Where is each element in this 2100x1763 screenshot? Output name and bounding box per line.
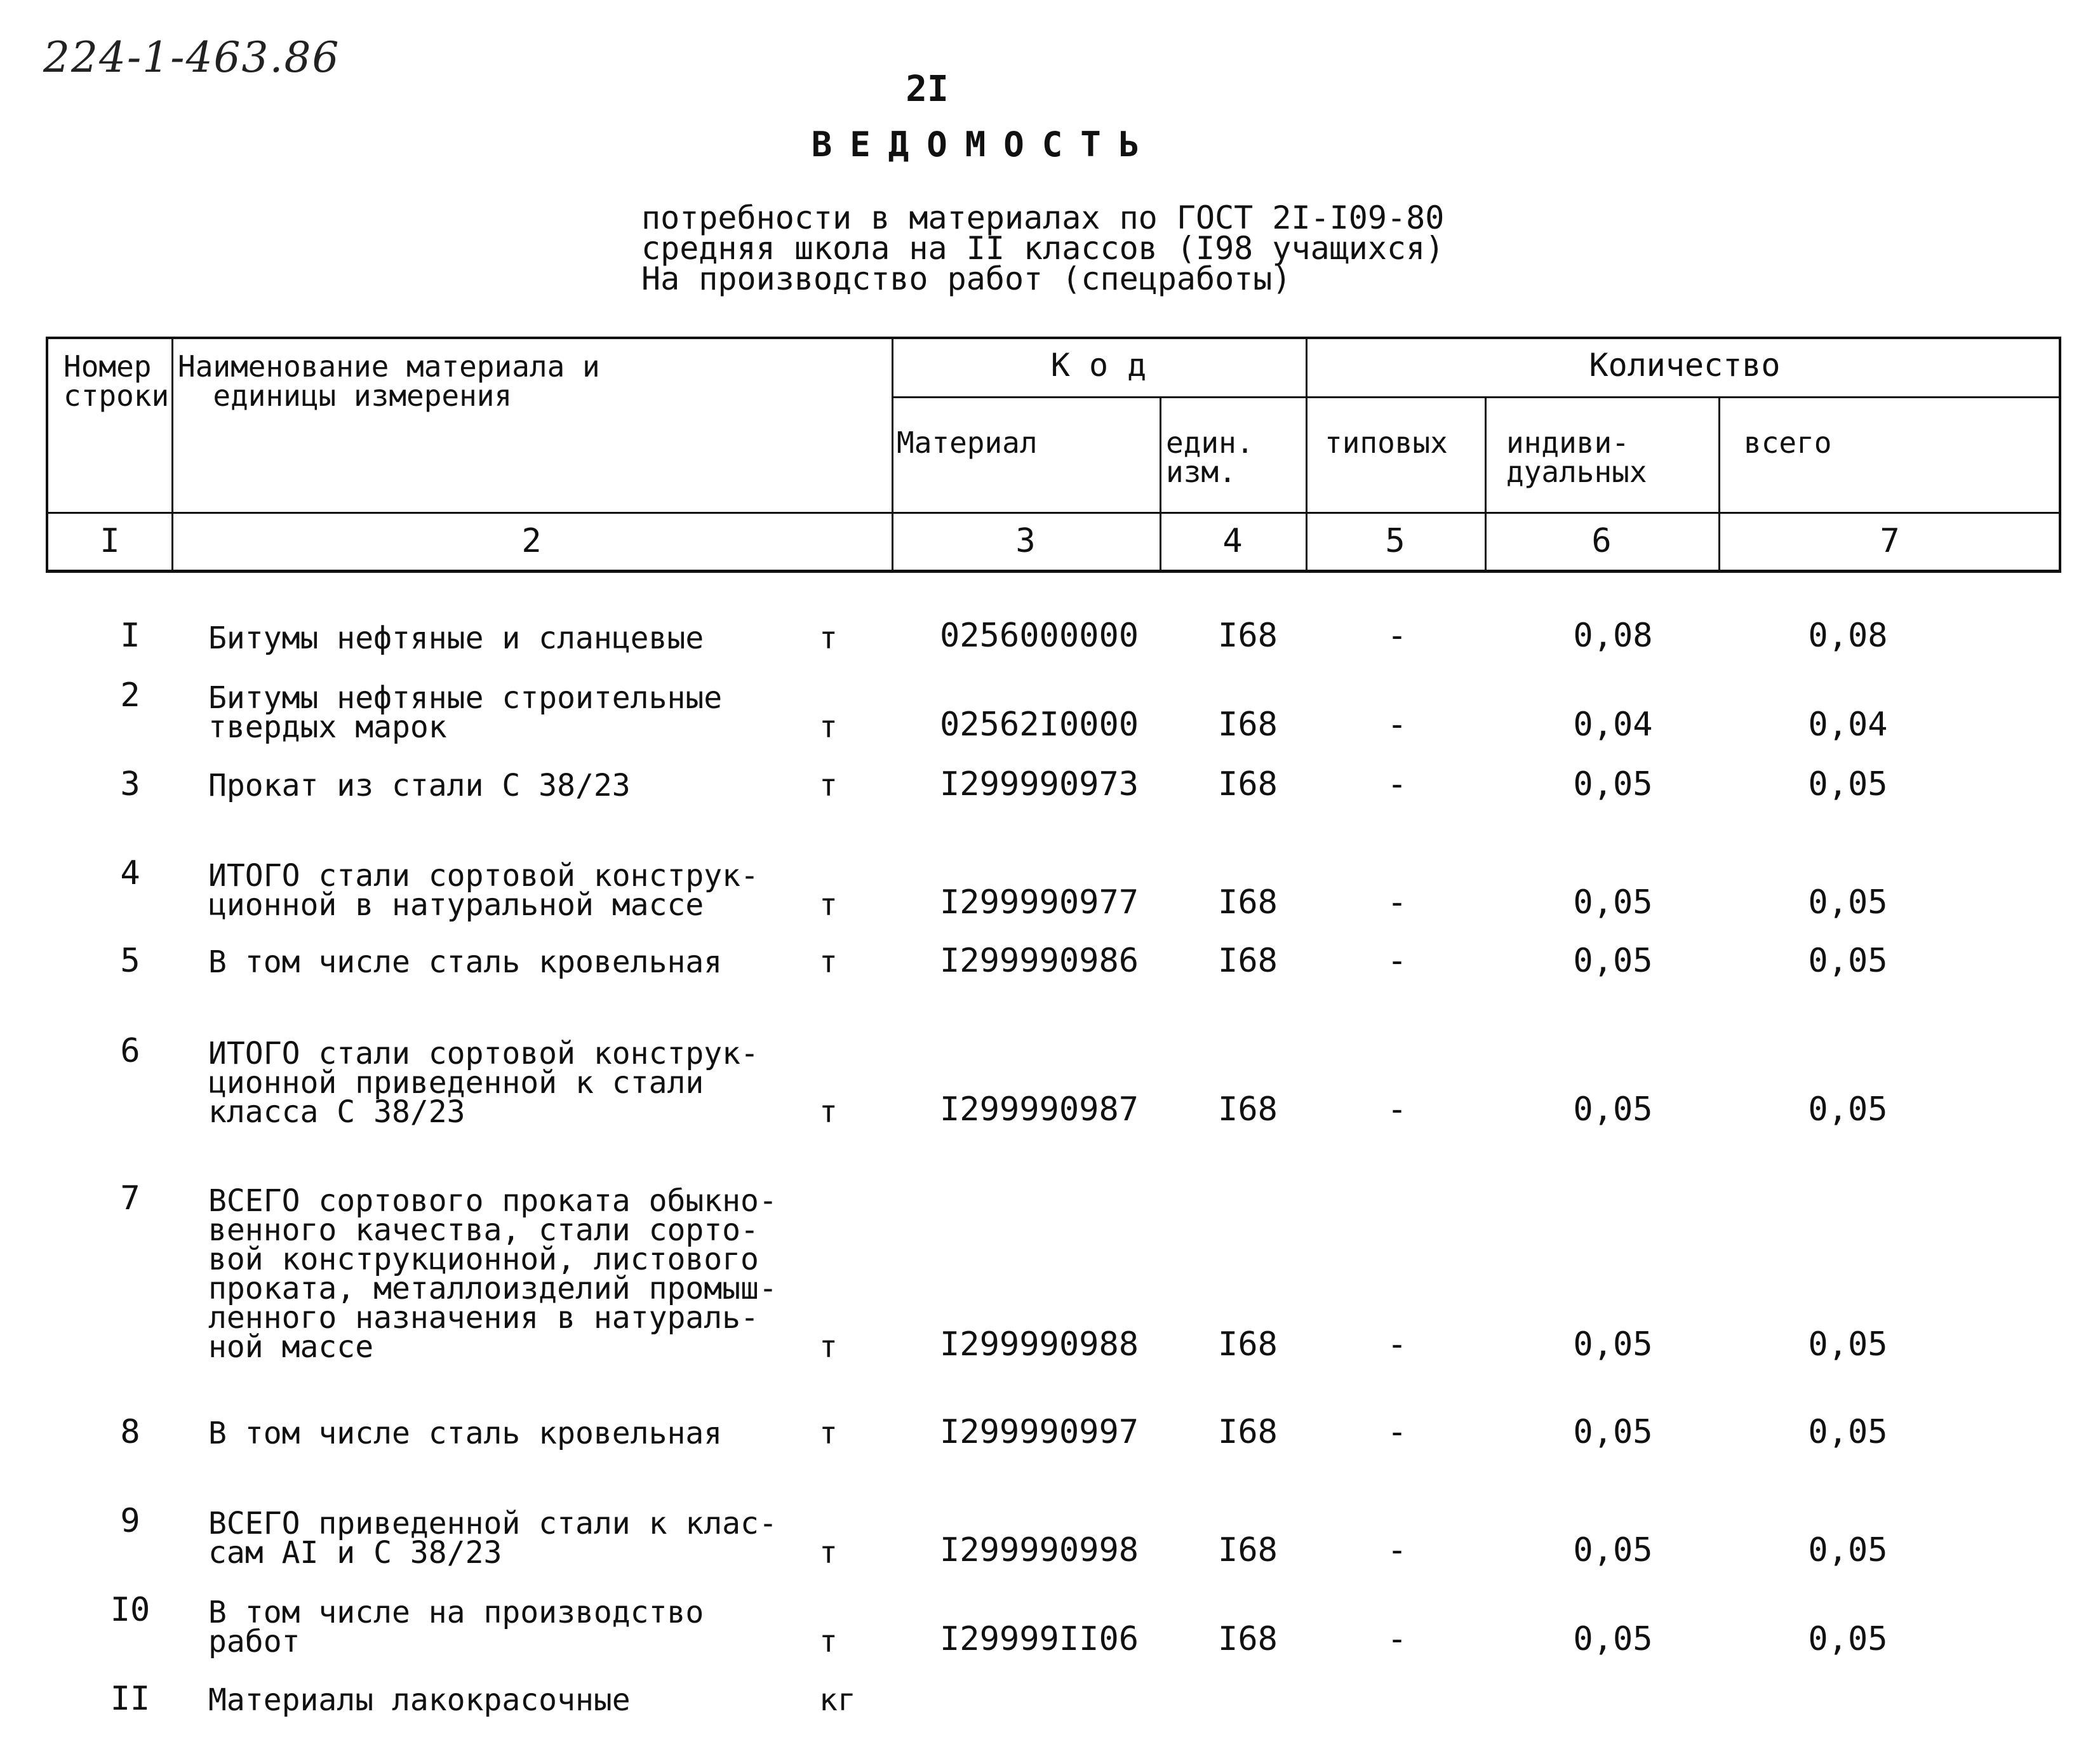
material-code: I299990986	[940, 942, 1139, 980]
quantity-individual: 0,08	[1573, 617, 1653, 655]
material-unit: т	[819, 1416, 838, 1451]
material-name: Прокат из стали С 38/23	[208, 768, 631, 803]
unit-code: I68	[1218, 765, 1278, 803]
header-total: всего	[1744, 426, 1832, 460]
header-quantity-group: Количество	[1589, 347, 1781, 384]
material-code: 0256000000	[940, 617, 1139, 655]
quantity-total: 0,05	[1808, 1531, 1888, 1569]
quantity-individual: 0,05	[1573, 1620, 1653, 1658]
material-name: Битумы нефтяные строительные твердых марок	[208, 680, 723, 745]
column-number-3: 3	[1015, 522, 1036, 560]
unit-code: I68	[1218, 1090, 1278, 1129]
material-name: Материалы лакокрасочные	[208, 1682, 631, 1718]
row-number: I	[120, 617, 140, 655]
quantity-typical: -	[1387, 1413, 1407, 1451]
unit-code: I68	[1218, 883, 1278, 922]
quantity-individual: 0,04	[1573, 706, 1653, 744]
column-number-2: 2	[521, 522, 542, 560]
column-number-6: 6	[1591, 522, 1612, 560]
column-number-4: 4	[1222, 522, 1243, 560]
quantity-typical: -	[1387, 942, 1407, 980]
quantity-individual: 0,05	[1573, 1413, 1653, 1451]
quantity-total: 0,05	[1808, 1620, 1888, 1658]
divider	[892, 396, 2059, 398]
row-number: 9	[120, 1502, 140, 1540]
unit-code: I68	[1218, 942, 1278, 980]
quantity-typical: -	[1387, 765, 1407, 803]
table-header	[46, 337, 2061, 573]
header-typical: типовых	[1325, 426, 1448, 460]
header-material: Материал	[897, 426, 1038, 460]
material-name: ВСЕГО сортового проката обыкно- венного качества, стали сорто- вой конструкционной, листового проката, металлоизделий промыш- ленного назначения в натураль- ной массе	[208, 1183, 777, 1365]
material-name: Битумы нефтяные и сланцевые	[208, 620, 704, 656]
quantity-total: 0,05	[1808, 765, 1888, 803]
divider	[48, 512, 2059, 514]
material-name: В том числе на производство работ	[208, 1595, 704, 1659]
header-material-name: Наименование материала и единицы измерения	[178, 349, 600, 413]
row-number: 4	[120, 854, 140, 892]
material-unit: т	[819, 944, 838, 980]
row-number: 8	[120, 1413, 140, 1451]
material-unit: т	[819, 1094, 838, 1130]
material-code: I299990997	[940, 1413, 1139, 1451]
document-title: ВЕДОМОСТЬ	[811, 124, 1158, 164]
header-individual: индиви- дуальных	[1506, 426, 1647, 489]
header-unit-code: един. изм.	[1166, 426, 1254, 489]
unit-code: I68	[1218, 1413, 1278, 1451]
material-code: I29999II06	[940, 1620, 1139, 1658]
quantity-individual: 0,05	[1573, 1325, 1653, 1364]
quantity-total: 0,05	[1808, 1325, 1888, 1364]
material-name: ИТОГО стали сортовой конструк- ционной приведенной к стали класса С 38/23	[208, 1036, 759, 1130]
header-code-group: К о д	[1050, 347, 1147, 384]
quantity-total: 0,05	[1808, 883, 1888, 922]
column-number-1: I	[100, 522, 120, 560]
row-number: 7	[120, 1179, 140, 1217]
material-unit: т	[819, 709, 838, 745]
material-unit: т	[819, 768, 838, 803]
quantity-typical: -	[1387, 1090, 1407, 1129]
material-unit: т	[819, 620, 838, 656]
unit-code: I68	[1218, 1325, 1278, 1364]
quantity-individual: 0,05	[1573, 942, 1653, 980]
unit-code: I68	[1218, 1531, 1278, 1569]
material-code: I299990998	[940, 1531, 1139, 1569]
material-unit: т	[819, 1624, 838, 1659]
material-name: В том числе сталь кровельная	[208, 944, 723, 980]
material-unit: т	[819, 1329, 838, 1365]
unit-code: I68	[1218, 617, 1278, 655]
quantity-total: 0,05	[1808, 1413, 1888, 1451]
material-code: I299990987	[940, 1090, 1139, 1129]
material-code: 02562I0000	[940, 706, 1139, 744]
material-name: ВСЕГО приведенной стали к клас- сам АI и С 38/23	[208, 1506, 777, 1571]
quantity-individual: 0,05	[1573, 883, 1653, 922]
row-number: 5	[120, 942, 140, 980]
material-name: ИТОГО стали сортовой конструк- ционной в натуральной массе	[208, 858, 759, 923]
subtitle-line-1: потребности в материалах по ГОСТ 2I-I09-80	[641, 199, 1445, 236]
quantity-individual: 0,05	[1573, 1531, 1653, 1569]
quantity-typical: -	[1387, 617, 1407, 655]
quantity-typical: -	[1387, 1325, 1407, 1364]
quantity-total: 0,05	[1808, 1090, 1888, 1129]
subtitle-line-2: средняя школа на II классов (I98 учащихся)	[641, 230, 1445, 267]
row-number: I0	[110, 1591, 150, 1629]
quantity-typical: -	[1387, 1620, 1407, 1658]
material-name: В том числе сталь кровельная	[208, 1416, 723, 1451]
row-number: II	[110, 1680, 150, 1718]
column-number-5: 5	[1385, 522, 1405, 560]
unit-code: I68	[1218, 706, 1278, 744]
material-code: I299990988	[940, 1325, 1139, 1364]
quantity-total: 0,05	[1808, 942, 1888, 980]
unit-code: I68	[1218, 1620, 1278, 1658]
subtitle-line-3: На производство работ (спецработы)	[641, 260, 1292, 297]
page-number: 2I	[906, 69, 949, 110]
material-unit: кг	[819, 1682, 856, 1718]
quantity-individual: 0,05	[1573, 1090, 1653, 1129]
material-code: I299990973	[940, 765, 1139, 803]
material-unit: т	[819, 1535, 838, 1571]
row-number: 3	[120, 765, 140, 803]
quantity-typical: -	[1387, 1531, 1407, 1569]
header-row-number: Номер строки	[64, 349, 170, 413]
material-unit: т	[819, 887, 838, 923]
quantity-typical: -	[1387, 706, 1407, 744]
quantity-total: 0,08	[1808, 617, 1888, 655]
quantity-typical: -	[1387, 883, 1407, 922]
handwritten-document-code: 224-1-463.86	[43, 33, 340, 82]
quantity-total: 0,04	[1808, 706, 1888, 744]
column-number-7: 7	[1880, 522, 1900, 560]
material-code: I299990977	[940, 883, 1139, 922]
row-number: 6	[120, 1032, 140, 1070]
row-number: 2	[120, 676, 140, 714]
quantity-individual: 0,05	[1573, 765, 1653, 803]
